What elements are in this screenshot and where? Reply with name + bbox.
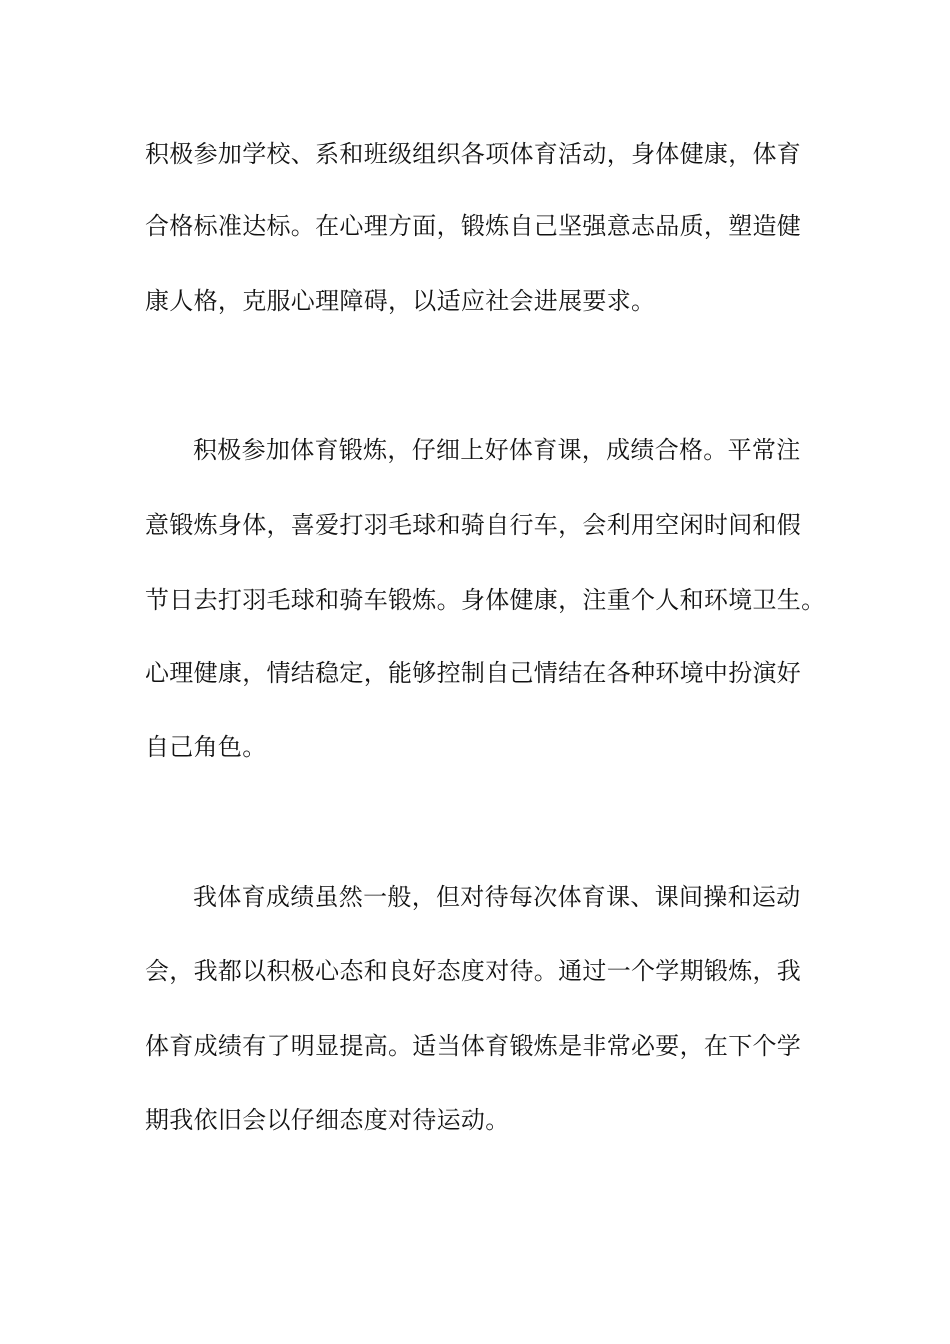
paragraph-3-line-1: 我体育成绩虽然一般，但对待每次体育课、课间操和运动	[193, 883, 801, 911]
paragraph-2-line-2: 意锻炼身体，喜爱打羽毛球和骑自行车，会利用空闲时间和假	[145, 511, 802, 539]
paragraph-3-line-4: 期我依旧会以仔细态度对待运动。	[145, 1106, 510, 1134]
paragraph-1-line-1: 积极参加学校、系和班级组织各项体育活动，身体健康，体育	[145, 140, 802, 168]
paragraph-2-line-3: 节日去打羽毛球和骑车锻炼。身体健康，注重个人和环境卫生。	[145, 586, 826, 614]
paragraph-2-line-5: 自己角色。	[145, 733, 267, 761]
paragraph-2-line-4: 心理健康，情结稳定，能够控制自己情结在各种环境中扮演好	[145, 659, 802, 687]
paragraph-2-line-1: 积极参加体育锻炼，仔细上好体育课，成绩合格。平常注	[193, 436, 801, 464]
paragraph-1-line-3: 康人格，克服心理障碍，以适应社会进展要求。	[145, 287, 656, 315]
paragraph-1-line-2: 合格标准达标。在心理方面，锻炼自己坚强意志品质，塑造健	[145, 212, 802, 240]
paragraph-3-line-3: 体育成绩有了明显提高。适当体育锻炼是非常必要，在下个学	[145, 1032, 802, 1060]
paragraph-3-line-2: 会，我都以积极心态和良好态度对待。通过一个学期锻炼，我	[145, 957, 802, 985]
